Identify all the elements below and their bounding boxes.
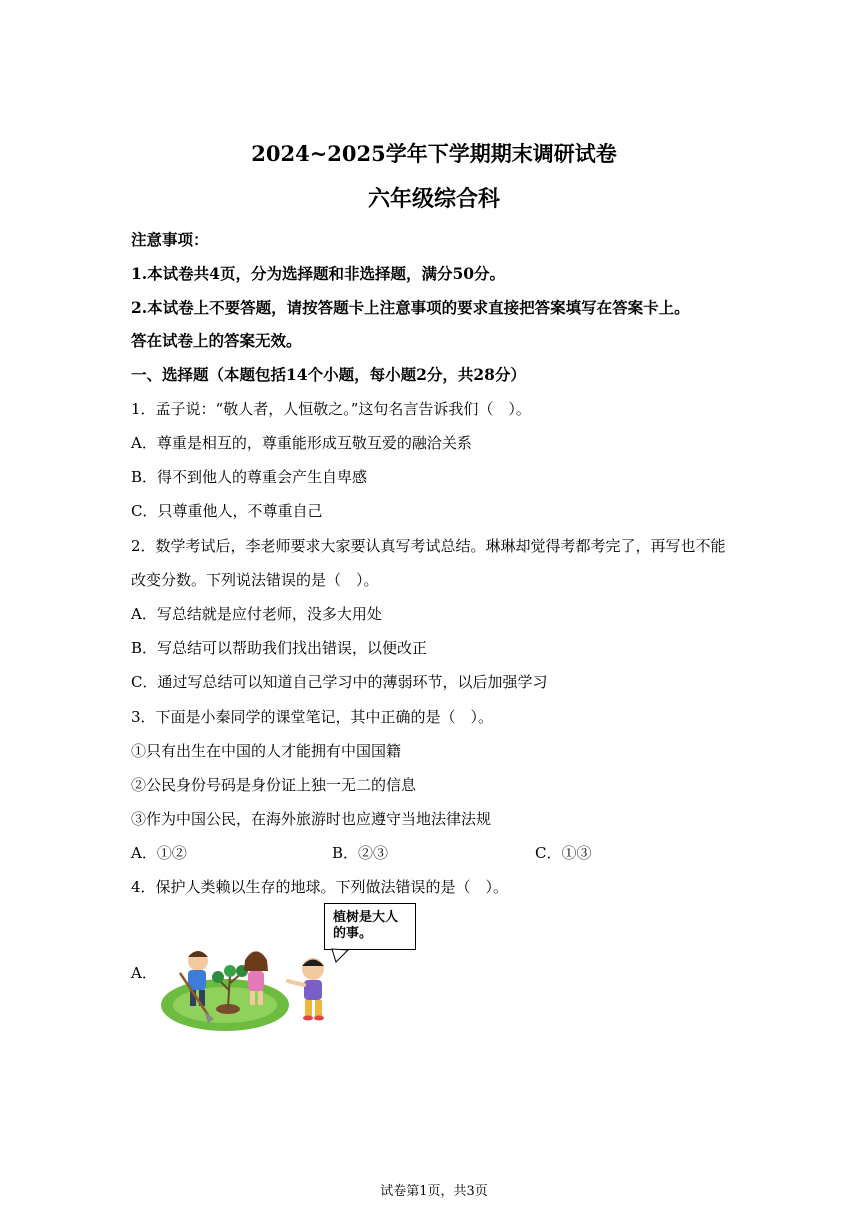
q3-option-c: C．①③ bbox=[535, 844, 592, 862]
q4-stem: 4．保护人类赖以生存的地球。下列做法错误的是（ ）。 bbox=[131, 878, 509, 896]
tree-planting-illustration bbox=[160, 935, 360, 1035]
q2-stem: 2．数学考试后，李老师要求大家要认真写考试总结。琳琳却觉得考都考完了，再写也不能 bbox=[131, 537, 726, 555]
q3-stem: 3．下面是小秦同学的课堂笔记，其中正确的是（ ）。 bbox=[131, 708, 494, 726]
notes-item-2: 2.本试卷上不要答题，请按答题卡上注意事项的要求直接把答案填写在答案卡上。 bbox=[131, 298, 690, 317]
q1-option-a: A．尊重是相互的，尊重能形成互敬互爱的融洽关系 bbox=[131, 434, 472, 452]
notes-item-2-cont: 答在试卷上的答案无效。 bbox=[131, 331, 302, 350]
q4-option-a-label: A． bbox=[131, 964, 157, 982]
section-heading: 一、选择题（本题包括14个小题，每小题2分，共28分） bbox=[131, 365, 526, 384]
q1-option-b: B．得不到他人的尊重会产生自卑感 bbox=[131, 468, 368, 486]
q1-stem: 1．孟子说：“敬人者，人恒敬之。”这句名言告诉我们（ ）。 bbox=[131, 400, 531, 418]
q3-option-a: A．①② bbox=[131, 844, 187, 862]
speech-bubble: 植树是大人的事。 bbox=[324, 903, 416, 950]
q1-option-c: C．只尊重他人，不尊重自己 bbox=[131, 502, 323, 520]
exam-title: 2024~2025学年下学期期末调研试卷 bbox=[251, 141, 617, 166]
q2-option-b: B．写总结可以帮助我们找出错误，以便改正 bbox=[131, 639, 428, 657]
q2-option-a: A．写总结就是应付老师，没多大用处 bbox=[131, 605, 382, 623]
page-footer: 试卷第1页，共3页 bbox=[380, 1184, 488, 1199]
notes-item-1: 1.本试卷共4页，分为选择题和非选择题，满分50分。 bbox=[131, 264, 506, 283]
q2-option-c: C．通过写总结可以知道自己学习中的薄弱环节，以后加强学习 bbox=[131, 673, 548, 691]
notes-heading: 注意事项： bbox=[131, 230, 209, 249]
exam-subtitle: 六年级综合科 bbox=[367, 186, 500, 212]
q3-statement-2: ②公民身份号码是身份证上独一无二的信息 bbox=[131, 776, 417, 794]
q3-statement-3: ③作为中国公民，在海外旅游时也应遵守当地法律法规 bbox=[131, 810, 492, 828]
q3-option-b: B．②③ bbox=[332, 844, 389, 862]
q3-statement-1: ①只有出生在中国的人才能拥有中国国籍 bbox=[131, 742, 402, 760]
q2-stem-cont: 改变分数。下列说法错误的是（ ）。 bbox=[131, 571, 379, 589]
